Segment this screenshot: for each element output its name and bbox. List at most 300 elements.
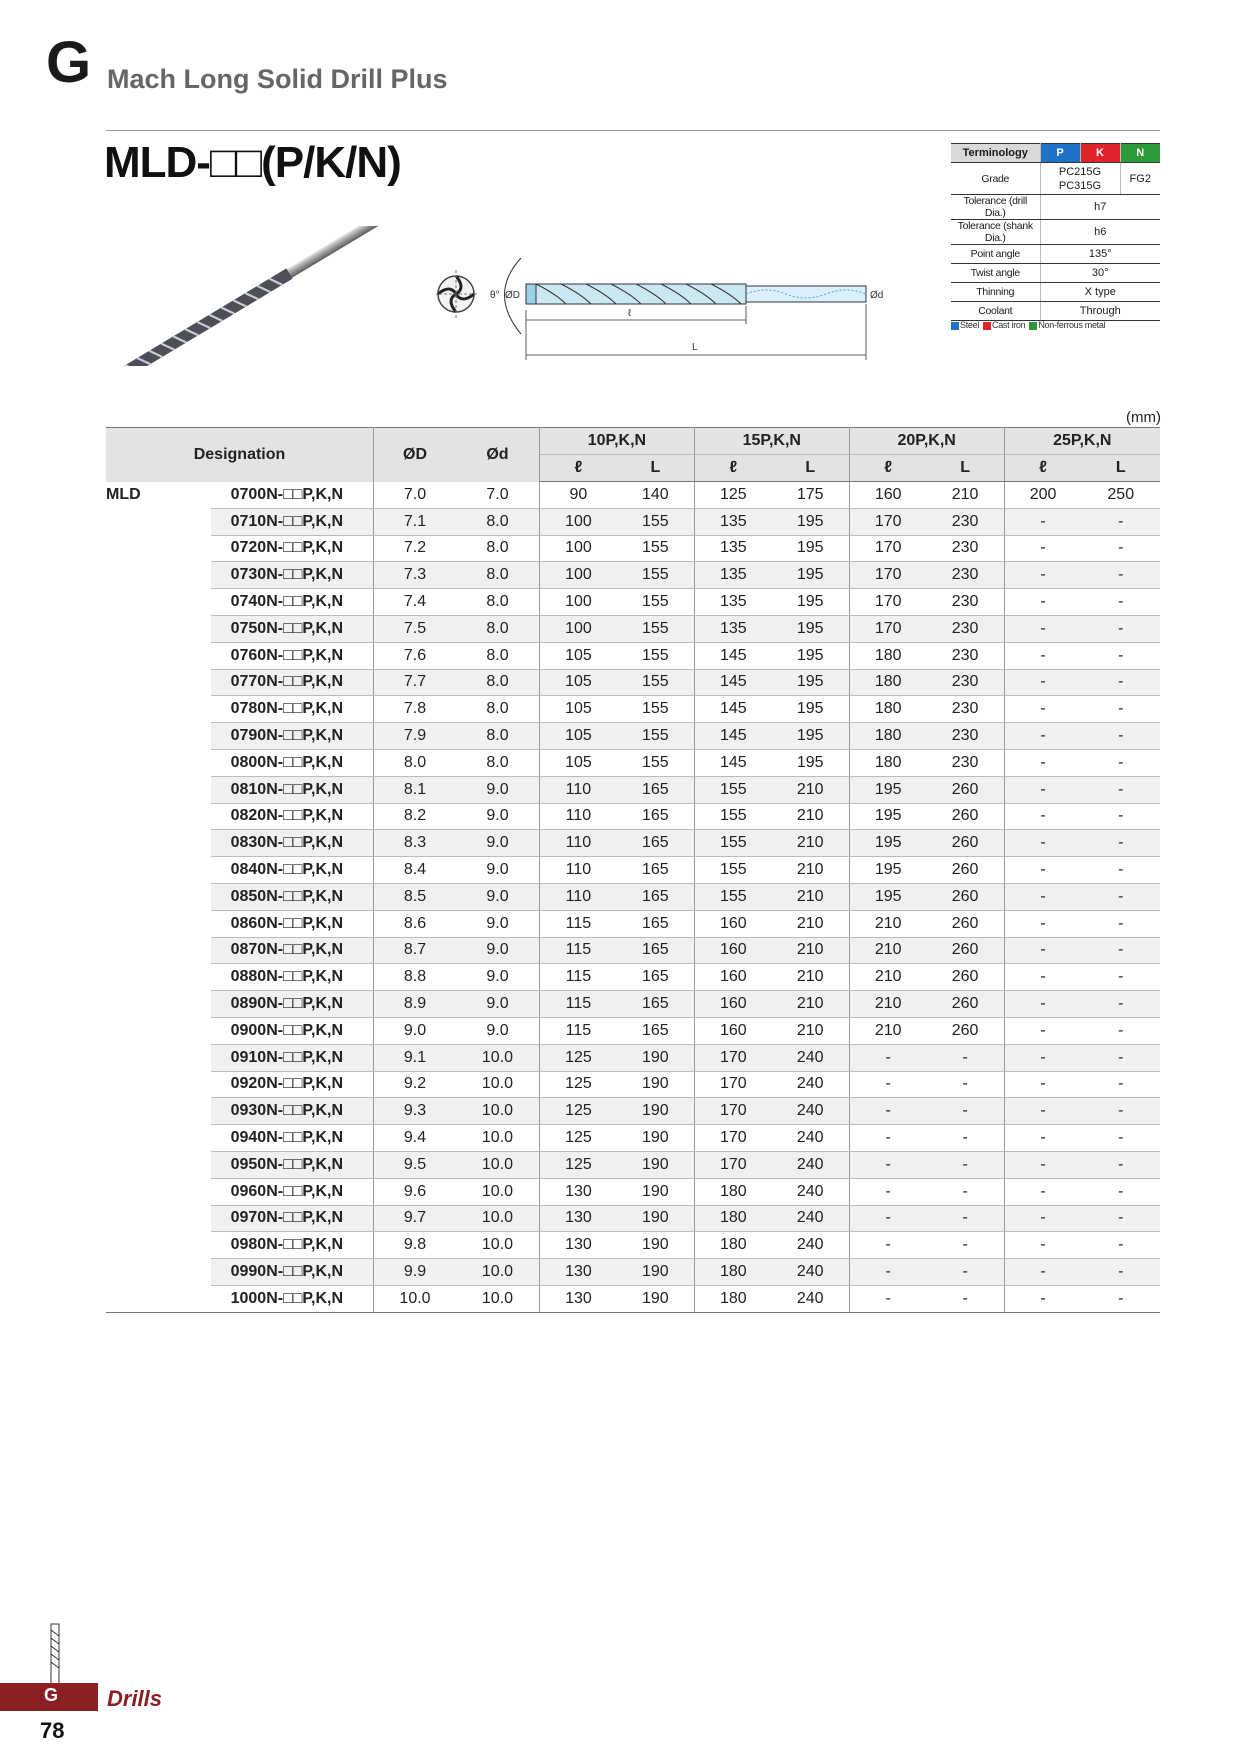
value-cell: 155	[694, 857, 771, 884]
table-row	[106, 991, 1160, 1018]
value-cell: 9.7	[374, 1205, 456, 1232]
value-cell: 110	[539, 883, 616, 910]
value-cell: 8.0	[456, 642, 539, 669]
value-cell: 240	[772, 1285, 849, 1312]
table-row	[106, 1151, 1160, 1178]
value-cell: -	[927, 1125, 1004, 1152]
value-cell: -	[1082, 1285, 1160, 1312]
value-cell: 10.0	[456, 1044, 539, 1071]
l-small-header: ℓ	[1004, 455, 1081, 482]
value-cell: -	[1082, 1232, 1160, 1259]
value-cell: 190	[617, 1044, 694, 1071]
value-cell: 130	[539, 1285, 616, 1312]
value-cell: -	[1004, 1044, 1081, 1071]
designation-cell: 0700N-□□P,K,N	[211, 482, 374, 509]
l-big-label: L	[692, 342, 698, 353]
unit-label: (mm)	[1126, 409, 1161, 426]
value-cell: -	[927, 1232, 1004, 1259]
value-cell: 190	[617, 1205, 694, 1232]
value-cell: 9.0	[456, 991, 539, 1018]
designation-cell: 0960N-□□P,K,N	[211, 1178, 374, 1205]
series-cell	[106, 1232, 211, 1259]
value-cell: 230	[927, 723, 1004, 750]
series-cell	[106, 883, 211, 910]
value-cell: 8.5	[374, 883, 456, 910]
series-cell	[106, 696, 211, 723]
value-cell: -	[849, 1259, 926, 1286]
value-cell: 260	[927, 803, 1004, 830]
value-cell: -	[1082, 508, 1160, 535]
value-cell: 155	[617, 669, 694, 696]
value-cell: 180	[849, 642, 926, 669]
value-cell: 125	[539, 1125, 616, 1152]
value-cell: -	[927, 1151, 1004, 1178]
term-value: X type	[1040, 283, 1160, 302]
value-cell: 165	[617, 910, 694, 937]
value-cell: 100	[539, 535, 616, 562]
value-cell: 260	[927, 883, 1004, 910]
value-cell: 190	[617, 1151, 694, 1178]
value-cell: 200	[1004, 482, 1081, 509]
value-cell: 110	[539, 857, 616, 884]
value-cell: 9.0	[374, 1017, 456, 1044]
value-cell: 130	[539, 1178, 616, 1205]
series-cell	[106, 803, 211, 830]
value-cell: 155	[617, 696, 694, 723]
value-cell: -	[1082, 535, 1160, 562]
value-cell: -	[1082, 857, 1160, 884]
series-cell	[106, 589, 211, 616]
grade-pk-2: PC315G	[1058, 179, 1102, 192]
value-cell: -	[927, 1259, 1004, 1286]
terminology-table	[951, 143, 1160, 321]
value-cell: 135	[694, 589, 771, 616]
value-cell: 9.0	[456, 857, 539, 884]
value-cell: 210	[772, 830, 849, 857]
value-cell: 230	[927, 562, 1004, 589]
table-row	[106, 964, 1160, 991]
value-cell: 10.0	[456, 1151, 539, 1178]
group-20-header: 20P,K,N	[849, 428, 1004, 455]
table-row	[106, 589, 1160, 616]
terminology-header: Terminology	[951, 144, 1040, 163]
value-cell: 8.0	[456, 696, 539, 723]
value-cell: 155	[617, 749, 694, 776]
value-cell: -	[1004, 723, 1081, 750]
value-cell: 260	[927, 830, 1004, 857]
value-cell: 160	[694, 991, 771, 1018]
value-cell: 240	[772, 1259, 849, 1286]
value-cell: 9.6	[374, 1178, 456, 1205]
value-cell: 9.9	[374, 1259, 456, 1286]
value-cell: 260	[927, 1017, 1004, 1044]
value-cell: -	[1004, 964, 1081, 991]
group-15-header: 15P,K,N	[694, 428, 849, 455]
value-cell: -	[1004, 776, 1081, 803]
value-cell: 195	[772, 696, 849, 723]
value-cell: 190	[617, 1259, 694, 1286]
value-cell: 8.0	[456, 535, 539, 562]
value-cell: 230	[927, 535, 1004, 562]
designation-cell: 0980N-□□P,K,N	[211, 1232, 374, 1259]
table-row	[106, 830, 1160, 857]
legend-steel: Steel	[951, 320, 979, 330]
k-header: K	[1080, 144, 1120, 163]
table-row	[106, 642, 1160, 669]
value-cell: 180	[849, 723, 926, 750]
value-cell: 9.3	[374, 1098, 456, 1125]
value-cell: -	[1082, 830, 1160, 857]
legend-n-swatch	[1029, 322, 1037, 330]
grade-pk-1: PC215G	[1058, 165, 1102, 178]
series-cell	[106, 508, 211, 535]
value-cell: 7.9	[374, 723, 456, 750]
value-cell: -	[927, 1071, 1004, 1098]
value-cell: -	[849, 1044, 926, 1071]
value-cell: 170	[694, 1098, 771, 1125]
value-cell: -	[1082, 991, 1160, 1018]
value-cell: 8.0	[456, 508, 539, 535]
designation-cell: 0850N-□□P,K,N	[211, 883, 374, 910]
value-cell: 170	[849, 508, 926, 535]
value-cell: 260	[927, 776, 1004, 803]
series-cell	[106, 749, 211, 776]
value-cell: -	[1082, 1071, 1160, 1098]
value-cell: -	[1082, 1017, 1160, 1044]
value-cell: 9.0	[456, 937, 539, 964]
value-cell: 230	[927, 615, 1004, 642]
value-cell: 8.2	[374, 803, 456, 830]
value-cell: -	[1082, 1125, 1160, 1152]
designation-cell: 0760N-□□P,K,N	[211, 642, 374, 669]
value-cell: -	[849, 1232, 926, 1259]
value-cell: 8.9	[374, 991, 456, 1018]
value-cell: 115	[539, 910, 616, 937]
value-cell: 125	[694, 482, 771, 509]
table-row	[106, 1232, 1160, 1259]
value-cell: -	[1082, 803, 1160, 830]
value-cell: 195	[772, 749, 849, 776]
designation-cell: 0990N-□□P,K,N	[211, 1259, 374, 1286]
value-cell: 8.0	[456, 723, 539, 750]
value-cell: 125	[539, 1098, 616, 1125]
value-cell: -	[1004, 1098, 1081, 1125]
value-cell: 105	[539, 669, 616, 696]
value-cell: -	[1004, 749, 1081, 776]
value-cell: -	[1004, 1178, 1081, 1205]
designation-cell: 0800N-□□P,K,N	[211, 749, 374, 776]
value-cell: 100	[539, 589, 616, 616]
section-title: Mach Long Solid Drill Plus	[107, 64, 448, 94]
value-cell: 155	[617, 589, 694, 616]
series-cell	[106, 937, 211, 964]
value-cell: 7.0	[456, 482, 539, 509]
value-cell: 7.5	[374, 615, 456, 642]
series-cell	[106, 669, 211, 696]
value-cell: -	[849, 1098, 926, 1125]
series-cell	[106, 910, 211, 937]
value-cell: 195	[849, 883, 926, 910]
value-cell: 9.0	[456, 776, 539, 803]
value-cell: 195	[849, 857, 926, 884]
value-cell: 210	[849, 991, 926, 1018]
value-cell: 155	[617, 535, 694, 562]
table-row	[106, 937, 1160, 964]
product-code-title: MLD-□□(P/K/N)	[104, 138, 401, 187]
legend-k-swatch	[983, 322, 991, 330]
value-cell: 230	[927, 669, 1004, 696]
value-cell: 7.3	[374, 562, 456, 589]
table-row	[106, 1044, 1160, 1071]
value-cell: 195	[772, 642, 849, 669]
value-cell: -	[849, 1205, 926, 1232]
value-cell: 210	[772, 857, 849, 884]
l-big-header: L	[1082, 455, 1160, 482]
value-cell: -	[1082, 1151, 1160, 1178]
value-cell: 135	[694, 508, 771, 535]
value-cell: 195	[772, 508, 849, 535]
value-cell: 210	[849, 964, 926, 991]
l-small-header: ℓ	[694, 455, 771, 482]
value-cell: 195	[772, 669, 849, 696]
od-label: ØD	[505, 290, 520, 301]
series-cell	[106, 642, 211, 669]
grade-n-value: FG2	[1120, 163, 1160, 195]
series-cell	[106, 1205, 211, 1232]
dimensions-table	[106, 427, 1160, 1313]
value-cell: 10.0	[456, 1232, 539, 1259]
designation-cell: 0750N-□□P,K,N	[211, 615, 374, 642]
value-cell: 180	[694, 1285, 771, 1312]
value-cell: 260	[927, 991, 1004, 1018]
value-cell: 10.0	[456, 1205, 539, 1232]
table-row	[106, 803, 1160, 830]
value-cell: -	[1004, 937, 1081, 964]
table-row	[106, 857, 1160, 884]
value-cell: 240	[772, 1205, 849, 1232]
value-cell: -	[849, 1151, 926, 1178]
value-cell: -	[1082, 723, 1160, 750]
value-cell: 195	[772, 535, 849, 562]
value-cell: 135	[694, 562, 771, 589]
value-cell: 155	[617, 508, 694, 535]
value-cell: 10.0	[374, 1285, 456, 1312]
sd-header: Ød	[456, 428, 539, 482]
designation-cell: 0970N-□□P,K,N	[211, 1205, 374, 1232]
value-cell: 7.1	[374, 508, 456, 535]
value-cell: 190	[617, 1071, 694, 1098]
value-cell: -	[1004, 1017, 1081, 1044]
value-cell: 190	[617, 1098, 694, 1125]
value-cell: 165	[617, 991, 694, 1018]
series-cell	[106, 1017, 211, 1044]
value-cell: 160	[694, 964, 771, 991]
value-cell: 135	[694, 615, 771, 642]
table-row	[106, 910, 1160, 937]
value-cell: 145	[694, 669, 771, 696]
table-row	[106, 669, 1160, 696]
value-cell: 130	[539, 1205, 616, 1232]
value-cell: -	[1082, 589, 1160, 616]
value-cell: 165	[617, 1017, 694, 1044]
value-cell: -	[927, 1044, 1004, 1071]
value-cell: 210	[772, 964, 849, 991]
value-cell: 160	[694, 937, 771, 964]
value-cell: 10.0	[456, 1178, 539, 1205]
value-cell: 170	[694, 1071, 771, 1098]
value-cell: -	[927, 1178, 1004, 1205]
value-cell: -	[1004, 991, 1081, 1018]
value-cell: 8.0	[374, 749, 456, 776]
value-cell: -	[1082, 883, 1160, 910]
value-cell: 9.0	[456, 964, 539, 991]
value-cell: 165	[617, 776, 694, 803]
value-cell: -	[849, 1178, 926, 1205]
l-big-header: L	[772, 455, 849, 482]
value-cell: -	[1004, 1151, 1081, 1178]
value-cell: 180	[694, 1205, 771, 1232]
p-header: P	[1040, 144, 1080, 163]
legend-cast-iron: Cast iron	[983, 320, 1025, 330]
value-cell: -	[849, 1125, 926, 1152]
value-cell: 110	[539, 830, 616, 857]
value-cell: 195	[849, 830, 926, 857]
designation-cell: 0730N-□□P,K,N	[211, 562, 374, 589]
value-cell: -	[1004, 803, 1081, 830]
value-cell: -	[1004, 857, 1081, 884]
material-legend	[951, 320, 1105, 330]
term-label: Point angle	[951, 245, 1040, 264]
value-cell: 155	[617, 615, 694, 642]
value-cell: 190	[617, 1232, 694, 1259]
value-cell: 195	[849, 776, 926, 803]
table-row	[106, 1071, 1160, 1098]
value-cell: -	[1004, 535, 1081, 562]
value-cell: 125	[539, 1044, 616, 1071]
value-cell: -	[1004, 830, 1081, 857]
value-cell: 155	[617, 562, 694, 589]
designation-cell: 0770N-□□P,K,N	[211, 669, 374, 696]
value-cell: 180	[694, 1259, 771, 1286]
table-row	[106, 883, 1160, 910]
value-cell: 210	[849, 937, 926, 964]
l-big-header: L	[617, 455, 694, 482]
value-cell: 240	[772, 1232, 849, 1259]
value-cell: 240	[772, 1125, 849, 1152]
table-row	[106, 1125, 1160, 1152]
l-small-header: ℓ	[849, 455, 926, 482]
value-cell: 195	[772, 615, 849, 642]
value-cell: 10.0	[456, 1098, 539, 1125]
value-cell: -	[1004, 1259, 1081, 1286]
value-cell: 260	[927, 964, 1004, 991]
table-row	[106, 1285, 1160, 1312]
value-cell: 100	[539, 562, 616, 589]
series-cell	[106, 535, 211, 562]
value-cell: 145	[694, 696, 771, 723]
designation-cell: 0880N-□□P,K,N	[211, 964, 374, 991]
value-cell: 9.5	[374, 1151, 456, 1178]
value-cell: 145	[694, 642, 771, 669]
term-label: Coolant	[951, 302, 1040, 321]
value-cell: -	[1004, 696, 1081, 723]
value-cell: 8.8	[374, 964, 456, 991]
value-cell: 165	[617, 937, 694, 964]
value-cell: 7.7	[374, 669, 456, 696]
value-cell: 8.1	[374, 776, 456, 803]
value-cell: 195	[772, 562, 849, 589]
term-label: Tolerance (drill Dia.)	[951, 195, 1040, 220]
series-cell	[106, 1259, 211, 1286]
header-divider	[106, 130, 1160, 131]
value-cell: 145	[694, 723, 771, 750]
footer-section-letter: G	[44, 1685, 59, 1705]
table-body	[106, 482, 1160, 1313]
value-cell: 7.0	[374, 482, 456, 509]
value-cell: -	[1082, 696, 1160, 723]
value-cell: 260	[927, 910, 1004, 937]
drill-icon	[48, 1622, 62, 1686]
value-cell: 135	[694, 535, 771, 562]
table-row	[106, 508, 1160, 535]
series-cell	[106, 562, 211, 589]
term-value: 30°	[1040, 264, 1160, 283]
value-cell: 240	[772, 1178, 849, 1205]
sd-label: Ød	[870, 290, 884, 301]
term-label: Twist angle	[951, 264, 1040, 283]
value-cell: 115	[539, 964, 616, 991]
value-cell: 250	[1082, 482, 1160, 509]
value-cell: -	[927, 1098, 1004, 1125]
value-cell: 170	[694, 1125, 771, 1152]
value-cell: -	[1082, 562, 1160, 589]
value-cell: 7.4	[374, 589, 456, 616]
value-cell: 10.0	[456, 1071, 539, 1098]
designation-cell: 0940N-□□P,K,N	[211, 1125, 374, 1152]
value-cell: 180	[849, 749, 926, 776]
value-cell: 155	[617, 642, 694, 669]
value-cell: 10.0	[456, 1125, 539, 1152]
group-25-header: 25P,K,N	[1004, 428, 1160, 455]
value-cell: 8.4	[374, 857, 456, 884]
series-cell	[106, 857, 211, 884]
value-cell: 230	[927, 696, 1004, 723]
term-label: Tolerance (shank Dia.)	[951, 220, 1040, 245]
value-cell: 165	[617, 830, 694, 857]
value-cell: 210	[772, 910, 849, 937]
group-10-header: 10P,K,N	[539, 428, 694, 455]
value-cell: 7.6	[374, 642, 456, 669]
value-cell: 160	[694, 910, 771, 937]
value-cell: 8.0	[456, 749, 539, 776]
value-cell: 210	[849, 910, 926, 937]
value-cell: 7.2	[374, 535, 456, 562]
value-cell: 170	[849, 535, 926, 562]
value-cell: -	[1004, 910, 1081, 937]
designation-cell: 0830N-□□P,K,N	[211, 830, 374, 857]
value-cell: 165	[617, 964, 694, 991]
term-value: h6	[1040, 220, 1160, 245]
value-cell: 170	[849, 589, 926, 616]
table-row	[106, 696, 1160, 723]
series-cell	[106, 1044, 211, 1071]
value-cell: 260	[927, 857, 1004, 884]
value-cell: 190	[617, 1125, 694, 1152]
designation-cell: 0920N-□□P,K,N	[211, 1071, 374, 1098]
value-cell: 180	[694, 1232, 771, 1259]
value-cell: 10.0	[456, 1259, 539, 1286]
value-cell: 9.8	[374, 1232, 456, 1259]
